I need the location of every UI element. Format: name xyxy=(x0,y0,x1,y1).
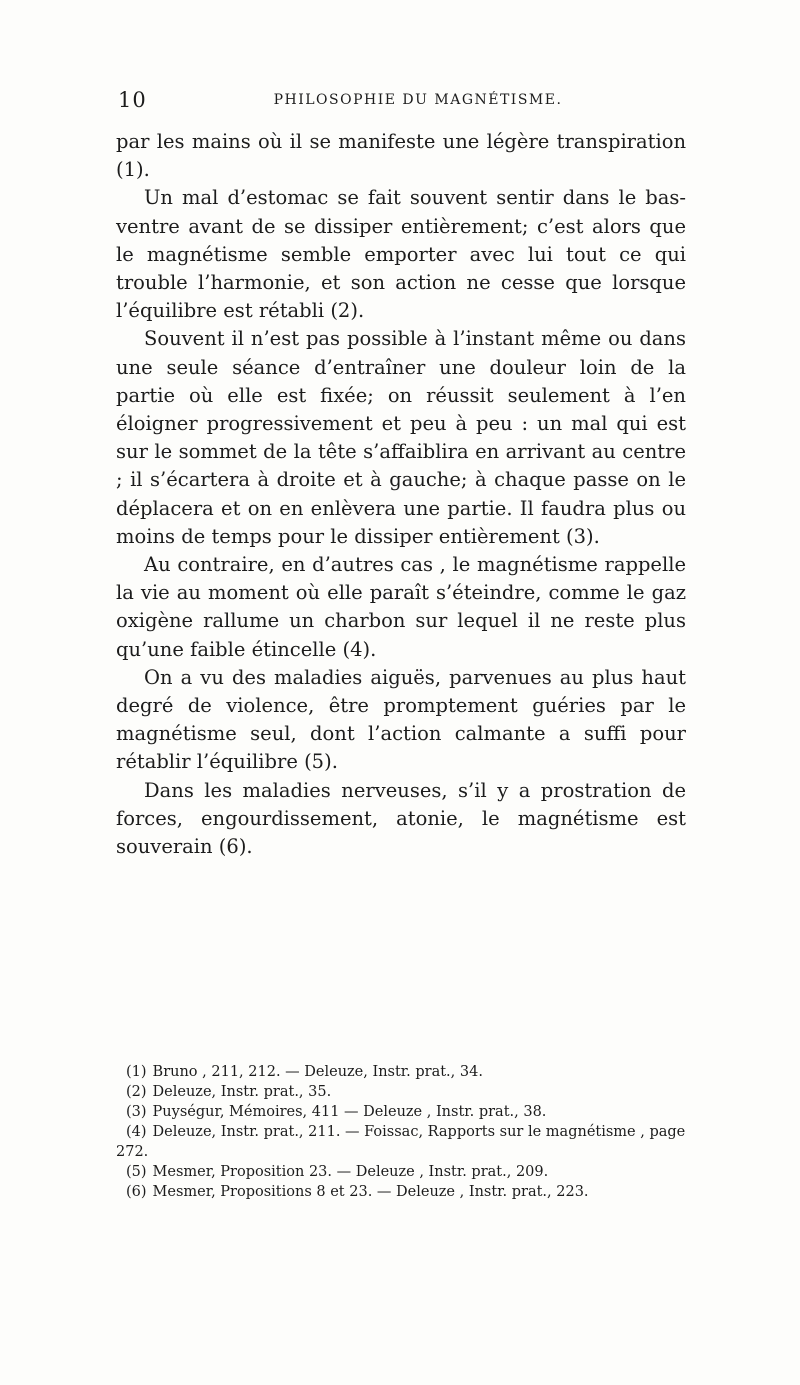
paragraph: Dans les maladies nerveuses, s’il y a prostration de forces, engourdissement, atonie, le magnétisme est souverain (6). xyxy=(116,778,686,859)
footnote-text: Mesmer, Proposition 23. — Deleuze , Instr. prat., 209. xyxy=(152,1164,549,1180)
footnote-number: (6) xyxy=(126,1184,147,1200)
running-title: PHILOSOPHIE DU MAGNÉTISME. xyxy=(273,92,563,108)
page-number: 10 xyxy=(118,88,147,112)
paragraph: par les mains où il se manifeste une légère transpiration (1). xyxy=(116,130,686,182)
footnote xyxy=(116,1162,686,1182)
footnote xyxy=(116,1182,686,1202)
footnote-text: Deleuze, Instr. prat., 211. — Foissac, Rapports sur le magnétisme , page 272. xyxy=(116,1124,686,1160)
footnote xyxy=(116,1122,686,1162)
footnotes xyxy=(116,1062,686,1202)
footnote-text: Deleuze, Instr. prat., 35. xyxy=(152,1084,332,1100)
footnote-number: (1) xyxy=(126,1064,147,1080)
paragraph: Un mal d’estomac se fait souvent sentir dans le bas-ventre avant de se dissiper entièrement; c’est alors que le magnétisme semble emporter avec lui tout ce qui trouble l’harmonie, et son action ne cesse que lorsque l’équilibre est rétabli (2). xyxy=(116,186,686,323)
footnote xyxy=(116,1102,686,1122)
paragraph: Au contraire, en d’autres cas , le magnétisme rappelle la vie au moment où elle paraît s’éteindre, comme le gaz oxigène rallume un charbon sur lequel il ne reste plus qu’une faible étincelle (4). xyxy=(116,553,686,661)
footnote xyxy=(116,1062,686,1082)
footnote-number: (4) xyxy=(126,1124,147,1140)
footnote-number: (2) xyxy=(126,1084,147,1100)
footnote-text: Bruno , 211, 212. — Deleuze, Instr. prat., 34. xyxy=(152,1064,483,1080)
footnote-text: Puységur, Mémoires, 411 — Deleuze , Instr. prat., 38. xyxy=(152,1104,547,1120)
footnote-text: Mesmer, Propositions 8 et 23. — Deleuze , Instr. prat., 223. xyxy=(152,1184,589,1200)
paragraph: Souvent il n’est pas possible à l’instant même ou dans une seule séance d’entraîner une douleur loin de la partie où elle est fixée; on réussit seulement à l’en éloigner progressivement et peu à peu : un mal qui est sur le sommet de la tête s’affaiblira en arrivant au centre ; il s’écartera à droite et à gauche; à chaque passe on le déplacera et on en enlèvera une partie. Il faudra plus ou moins de temps pour le dissiper entièrement (3). xyxy=(116,327,686,548)
body-text xyxy=(116,128,686,861)
footnote xyxy=(116,1082,686,1102)
paragraph: On a vu des maladies aiguës, parvenues au plus haut degré de violence, être promptement guéries par le magnétisme seul, dont l’action calmante a suffi pour rétablir l’équilibre (5). xyxy=(116,665,686,774)
page-header xyxy=(118,88,678,116)
footnote-number: (3) xyxy=(126,1104,147,1120)
footnote-number: (5) xyxy=(126,1164,147,1180)
